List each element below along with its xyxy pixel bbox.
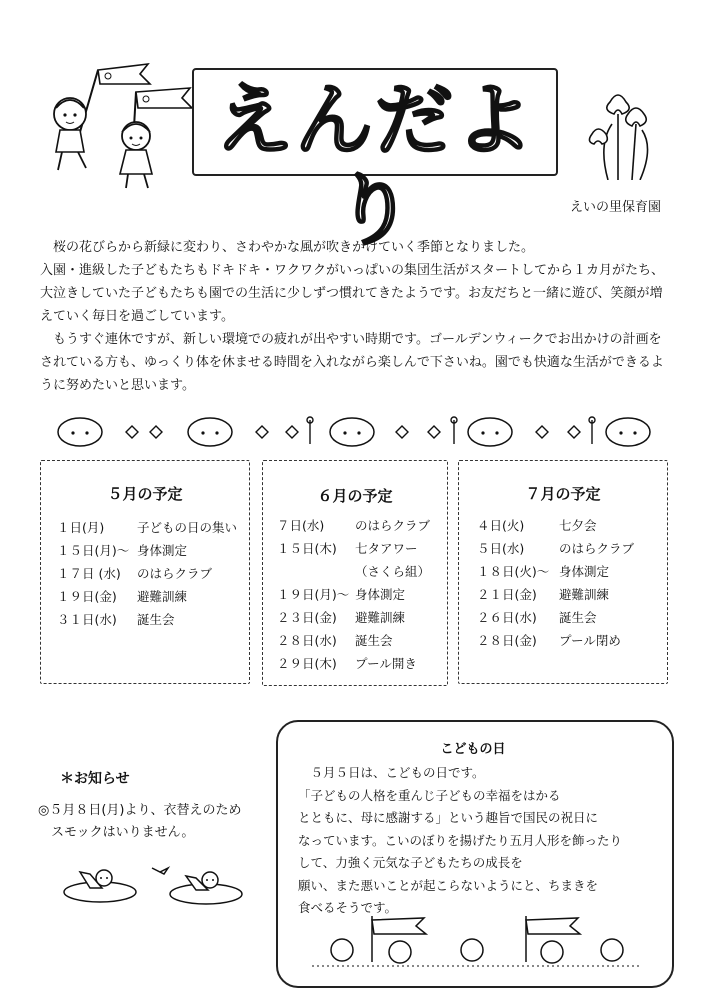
schedule-date: ２６日(水) — [477, 610, 537, 625]
schedule-date: ３１日(水) — [57, 612, 117, 627]
children-carp-streamer-bottom-illustration — [312, 912, 642, 972]
schedule-date: ２９日(木) — [277, 656, 337, 671]
notice-line: スモックはいりません。 — [38, 825, 195, 840]
schedule-event: 身体測定 — [559, 564, 610, 579]
schedule-date — [277, 560, 355, 583]
schedule-row — [57, 562, 249, 585]
schedule-date: ７日(水) — [277, 518, 325, 533]
schedule-row — [477, 629, 667, 652]
childrens-day-text — [298, 762, 658, 920]
schedule-date: ５日(水) — [477, 541, 525, 556]
intro-line: されている方も、ゆっくり体を休ませる時間を入れながら楽しんで下さいね。園でも快適な生活ができるよ — [40, 355, 664, 370]
newsletter-title: えんだより — [214, 76, 535, 256]
childrens-day-line: 願い、また悪いことが起こらないようにと、ちまきを — [298, 877, 599, 893]
schedule-row — [57, 516, 249, 539]
schedule-date: ４日(火) — [477, 518, 525, 533]
schedule-row — [277, 652, 447, 675]
schedule-row — [477, 606, 667, 629]
schedule-event: 避難訓練 — [355, 610, 406, 625]
intro-line: 入園・進級した子どもたちもドキドキ・ワクワクがいっぱいの集団生活がスタートしてから１カ月がたち、 — [40, 263, 665, 278]
intro-line: もうすぐ連休ですが、新しい環境での疲れが出やすい時期です。ゴールデンウィークでお出かけの計画を — [40, 332, 662, 347]
notice-line: ◎５月８日(月)より、衣替えのため — [38, 803, 242, 818]
faces-flowers-divider — [40, 410, 670, 450]
schedule-event: 誕生会 — [355, 633, 393, 648]
childrens-day-line: して、力強く元気な子どもたちの成長を — [298, 855, 523, 870]
schedule-event: 身体測定 — [355, 587, 406, 602]
schedule-event: のはらクラブ — [137, 566, 213, 581]
schedule-row — [477, 514, 667, 537]
schedule-row — [277, 583, 447, 606]
schedule-row — [57, 608, 249, 631]
july-schedule-box — [458, 460, 668, 684]
notice-title: ＊お知らせ — [60, 771, 130, 787]
schedule-event: プール開き — [355, 656, 417, 671]
schedule-event: プール閉め — [559, 633, 621, 648]
schedule-row — [477, 560, 667, 583]
schedule-row — [477, 537, 667, 560]
schedule-row — [277, 537, 447, 560]
iris-flower-illustration — [578, 84, 658, 180]
schedule-row — [277, 514, 447, 537]
schedule-event: 子どもの日の集い — [137, 520, 238, 535]
schedule-date: ２１日(金) — [477, 587, 537, 602]
schedule-date: １９日(月)～ — [277, 587, 350, 602]
may-schedule-title: ５月の予定 — [107, 485, 183, 503]
schedule-date: １９日(金) — [57, 589, 117, 604]
intro-line: 大泣きしていた子どもたちも園での生活に少しずつ慣れてきたようです。お友だちと一緒に遊び、笑顔が増 — [40, 286, 663, 301]
schedule-event: 七夕会 — [559, 518, 597, 533]
childrens-day-title: こどもの日 — [440, 742, 506, 757]
schedule-event: 誕生会 — [559, 610, 597, 625]
schedule-date: １７日 (水) — [57, 566, 121, 581]
schedule-event: 誕生会 — [137, 612, 175, 627]
children-carp-streamer-illustration — [40, 52, 200, 192]
schedule-date: １日(月) — [57, 520, 105, 535]
schedule-row — [277, 629, 447, 652]
july-schedule-title: ７月の予定 — [525, 485, 601, 503]
schedule-event: （さくら組） — [355, 564, 431, 579]
schedule-date: １８日(火)～ — [477, 564, 550, 579]
schedule-row — [277, 560, 447, 583]
childrens-day-line: とともに、母に感謝する」という趣旨で国民の祝日に — [298, 810, 599, 825]
schedule-row — [277, 606, 447, 629]
schedule-row — [57, 585, 249, 608]
schedule-date: ２８日(金) — [477, 633, 537, 648]
schedule-row — [57, 539, 249, 562]
schedule-date: １５日(木) — [277, 541, 337, 556]
schedule-event: 七タアワー — [355, 541, 418, 556]
childrens-day-line: 「子どもの人格を重んじ子どもの幸福をはかる — [298, 787, 561, 803]
intro-line: えていく毎日を過ごしています。 — [40, 309, 234, 324]
notice-body — [38, 800, 278, 844]
organization-name: えいの里保育園 — [569, 200, 661, 215]
schedule-event: 避難訓練 — [559, 587, 610, 602]
childrens-day-line: 食べるそうです。 — [298, 900, 398, 915]
schedule-date: ２８日(水) — [277, 633, 337, 648]
schedule-event: のはらクラブ — [355, 518, 431, 533]
schedule-date: ２３日(金) — [277, 610, 337, 625]
childrens-day-line: なっています。こいのぼりを揚げたり五月人形を飾ったり — [298, 832, 623, 848]
june-schedule-title: ６月の予定 — [317, 487, 393, 505]
airplane-animals-illustration — [60, 858, 260, 914]
schedule-event: 避難訓練 — [137, 589, 188, 604]
schedule-event: のはらクラブ — [559, 541, 635, 556]
schedule-event: 身体測定 — [137, 543, 188, 558]
june-schedule-box — [262, 460, 448, 686]
schedule-row — [477, 583, 667, 606]
intro-line: 桜の花びらから新緑に変わり、さわやかな風が吹きかけていく季節となりました。 — [40, 240, 535, 255]
may-schedule-box — [40, 460, 250, 684]
childrens-day-line: ５月５日は、こどもの日です。 — [298, 765, 485, 780]
intro-text — [40, 236, 666, 397]
intro-line: うに努めたいと思います。 — [40, 378, 195, 393]
schedule-date: １５日(月)～ — [57, 543, 130, 558]
